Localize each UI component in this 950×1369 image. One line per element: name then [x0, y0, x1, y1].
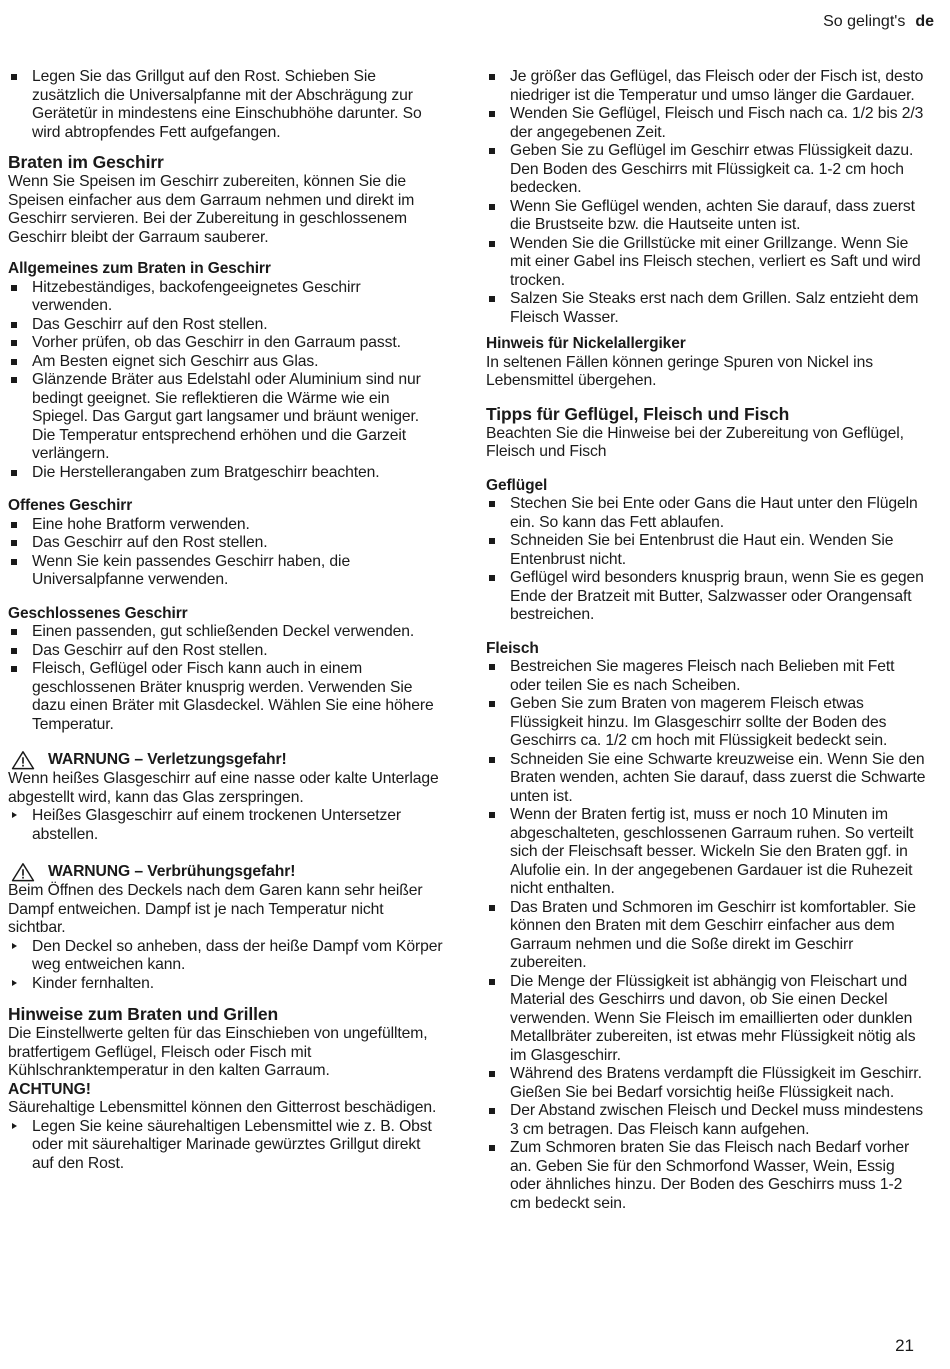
section-heading-hinweise: Hinweise zum Braten und Grillen — [8, 1004, 279, 1024]
hinweise-paragraph: Die Einstellwerte gelten für das Einschieben von ungefülltem, bratfertigem Geflügel, Fleisch oder Fisch mit Kühlschranktemperatur in den kalten Garraum. — [8, 1025, 428, 1079]
warning-box-verbruehung — [8, 862, 444, 882]
list-item: Zum Schmoren braten Sie das Fleisch nach Bedarf vorher an. Geben Sie für den Schmorfond Wasser, Wein, Essig oder ähnliches hinzu. Der Boden des Geschirrs muss 1-2 cm bedeckt sein. — [486, 1139, 926, 1213]
list-item: Das Braten und Schmoren im Geschirr ist komfortabler. Sie können den Braten mit dem Geschirr einfacher aus dem Garraum nehmen und die Soße direkt im Geschirr zubereiten. — [486, 899, 926, 973]
list-item: Am Besten eignet sich Geschirr aus Glas. — [8, 353, 444, 372]
subheading-geschlossenes-geschirr: Geschlossenes Geschirr — [8, 604, 188, 622]
warning-text: Wenn heißes Glasgeschirr auf eine nasse oder kalte Unterlage abgestellt wird, kann das Glas zerspringen. — [8, 770, 439, 806]
subheading-fleisch: Fleisch — [486, 639, 539, 657]
subheading-allgemeines: Allgemeines zum Braten in Geschirr — [8, 260, 271, 277]
list-item: Heißes Glasgeschirr auf einem trockenen Untersetzer abstellen. — [8, 807, 444, 844]
offenes-geschirr-list — [8, 516, 444, 590]
subheading-offenes-geschirr: Offenes Geschirr — [8, 497, 133, 514]
right-column — [486, 68, 926, 1213]
geschlossenes-geschirr-list — [8, 623, 444, 734]
list-item: Hitzebeständiges, backofengeeignetes Geschirr verwenden. — [8, 279, 444, 316]
warning-instructions — [8, 938, 444, 994]
list-item: Schneiden Sie bei Entenbrust die Haut ein. Wenden Sie Entenbrust nicht. — [486, 532, 926, 569]
fleisch-list — [486, 658, 926, 1213]
list-item: Eine hohe Bratform verwenden. — [8, 516, 444, 535]
left-column — [8, 68, 444, 1173]
list-item: Geflügel wird besonders knusprig braun, wenn Sie es gegen Ende der Bratzeit mit Butter, Salzwasser oder Orangensaft bestreichen. — [486, 569, 926, 625]
subheading-gefluegel: Geflügel — [486, 476, 548, 494]
list-item: Kinder fernhalten. — [8, 975, 444, 994]
list-item: Wenn der Braten fertig ist, muss er noch 10 Minuten im abgeschalteten, geschlossenen Garraum ruhen. So verteilt sich der Fleischsaft besser. Wickeln Sie den Braten ggf. in Alufolie ein. In der angegebenen Gardauer ist die Ruhezeit nicht enthalten. — [486, 806, 926, 899]
list-item: Legen Sie keine säurehaltigen Lebensmittel wie z. B. Obst oder mit säurehaltiger Marinade gewürztes Grillgut direkt auf den Rost. — [8, 1118, 444, 1174]
list-item: Glänzende Bräter aus Edelstahl oder Aluminium sind nur bedingt geeignet. Sie reflektieren die Wärme wie ein Spiegel. Das Gargut gart langsamer und bräunt weniger. Die Temperatur entsprechend erhöhen und die Garzeit verlängern. — [8, 371, 444, 464]
achtung-label: ACHTUNG! — [8, 1080, 91, 1098]
list-item: Schneiden Sie eine Schwarte kreuzweise ein. Wenn Sie den Braten wenden, achten Sie darauf, dass zuerst die Schwarte unten ist. — [486, 751, 926, 807]
list-item: Geben Sie zum Braten von magerem Fleisch etwas Flüssigkeit hinzu. Im Glasgeschirr sollte der Boden des Geschirrs ca. 1/2 cm hoch mit Flüssigkeit bedeckt sein. — [486, 695, 926, 751]
list-item: Die Herstellerangaben zum Bratgeschirr beachten. — [8, 464, 444, 483]
achtung-text: Säurehaltige Lebensmittel können den Gitterrost beschädigen. — [8, 1099, 437, 1116]
braten-paragraph: Wenn Sie Speisen im Geschirr zubereiten, können Sie die Speisen einfacher aus dem Garraum nehmen und direkt im Geschirr servieren. Bei der Zubereitung in geschlossenem Geschirr bleibt der Garraum sauberer. — [8, 173, 415, 246]
list-item: Stechen Sie bei Ente oder Gans die Haut unter den Flügeln ein. So kann das Fett ablaufen. — [486, 495, 926, 532]
page-number: 21 — [895, 1336, 914, 1355]
list-item: Den Deckel so anheben, dass der heiße Dampf vom Körper weg entweichen kann. — [8, 938, 444, 975]
warning-triangle-icon — [10, 750, 36, 770]
allgemeines-list — [8, 279, 444, 483]
grill-intro-list — [8, 68, 444, 142]
section-heading-braten-im-geschirr: Braten im Geschirr — [8, 152, 164, 172]
warning-title: WARNUNG – Verletzungsgefahr! — [48, 750, 287, 768]
list-item: Salzen Sie Steaks erst nach dem Grillen. Salz entzieht dem Fleisch Wasser. — [486, 290, 926, 327]
list-item: Wenden Sie Geflügel, Fleisch und Fisch nach ca. 1/2 bis 2/3 der angegebenen Zeit. — [486, 105, 926, 142]
list-item: Die Menge der Flüssigkeit ist abhängig von Fleischart und Material des Geschirrs und davon, ob Sie einen Deckel verwenden. Wenn Sie Fleisch im emaillierten oder dunklen Metallbräter zubereiten, ist etwas mehr Flüssigkeit nötig als im Glasgeschirr. — [486, 973, 926, 1066]
warning-text: Beim Öffnen des Deckels nach dem Garen kann sehr heißer Dampf entweichen. Dampf ist je nach Temperatur nicht sichtbar. — [8, 882, 423, 936]
warning-title: WARNUNG – Verbrühungsgefahr! — [48, 862, 296, 880]
tipps-paragraph: Beachten Sie die Hinweise bei der Zubereitung von Geflügel, Fleisch und Fisch — [486, 424, 904, 460]
list-item: Wenden Sie die Grillstücke mit einer Grillzange. Wenn Sie mit einer Gabel ins Fleisch stechen, verliert es Saft und wird trocken. — [486, 235, 926, 291]
warning-instructions — [8, 807, 444, 844]
list-item: Wenn Sie Geflügel wenden, achten Sie darauf, dass zuerst die Brustseite bzw. die Hautseite unten ist. — [486, 198, 926, 235]
list-item: Geben Sie zu Geflügel im Geschirr etwas Flüssigkeit dazu. Den Boden des Geschirrs mit Flüssigkeit ca. 1-2 cm hoch bedecken. — [486, 142, 926, 198]
warning-triangle-icon — [10, 862, 36, 882]
list-item: Vorher prüfen, ob das Geschirr in den Garraum passt. — [8, 334, 444, 353]
list-item: Legen Sie das Grillgut auf den Rost. Schieben Sie zusätzlich die Universalpfanne mit der Abschrägung zur Gerätetür in mindestens eine Einschubhöhe darunter. So wird abtropfendes Fett aufgefangen. — [8, 68, 444, 142]
achtung-instructions — [8, 1118, 444, 1174]
section-title: So gelingt's — [823, 13, 906, 30]
gefluegel-list — [486, 495, 926, 625]
page-header — [823, 12, 934, 32]
list-item: Wenn Sie kein passendes Geschirr haben, die Universalpfanne verwenden. — [8, 553, 444, 590]
grill-tips-list — [486, 68, 926, 327]
language-code: de — [915, 13, 934, 30]
list-item: Einen passenden, gut schließenden Deckel verwenden. — [8, 623, 444, 642]
section-heading-tipps: Tipps für Geflügel, Fleisch und Fisch — [486, 403, 790, 424]
warning-box-verletzung — [8, 750, 444, 770]
nickel-paragraph: In seltenen Fällen können geringe Spuren von Nickel ins Lebensmittel übergehen. — [486, 353, 873, 389]
list-item: Das Geschirr auf den Rost stellen. — [8, 534, 444, 553]
list-item: Das Geschirr auf den Rost stellen. — [8, 316, 444, 335]
list-item: Das Geschirr auf den Rost stellen. — [8, 642, 444, 661]
list-item: Während des Bratens verdampft die Flüssigkeit im Geschirr. Gießen Sie bei Bedarf vorsichtig heiße Flüssigkeit nach. — [486, 1065, 926, 1102]
list-item: Fleisch, Geflügel oder Fisch kann auch in einem geschlossenen Bräter knusprig werden. Verwenden Sie dazu einen Bräter mit Glasdeckel. Wählen Sie eine höhere Temperatur. — [8, 660, 444, 734]
subheading-nickelallergiker: Hinweis für Nickelallergiker — [486, 335, 686, 352]
list-item: Der Abstand zwischen Fleisch und Deckel muss mindestens 3 cm betragen. Das Fleisch kann aufgehen. — [486, 1102, 926, 1139]
list-item: Je größer das Geflügel, das Fleisch oder der Fisch ist, desto niedriger ist die Temperatur und umso länger die Gardauer. — [486, 68, 926, 105]
list-item: Bestreichen Sie mageres Fleisch nach Belieben mit Fett oder teilen Sie es nach Scheiben. — [486, 658, 926, 695]
